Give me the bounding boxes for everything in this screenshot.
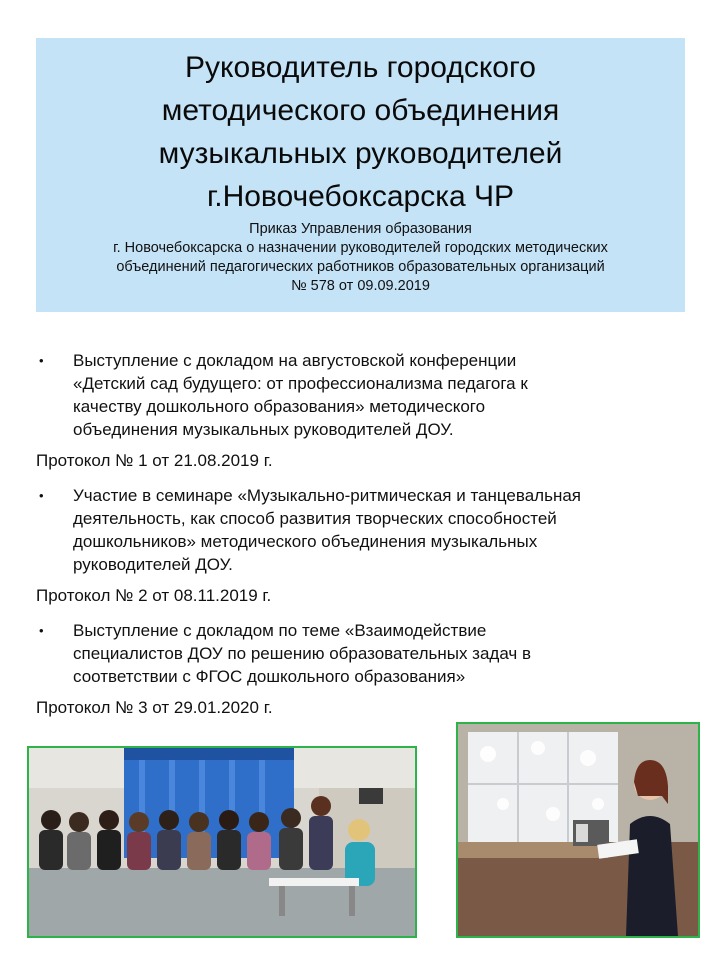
list-item bbox=[36, 484, 696, 576]
item-text-line: Выступление с докладом на августовской конференции bbox=[73, 351, 517, 370]
subtitle-line: Приказ Управления образования bbox=[249, 221, 472, 237]
speaker-photo bbox=[456, 722, 700, 938]
speaker-photo-image bbox=[458, 724, 698, 936]
title-line: г.Новочебоксарска ЧР bbox=[206, 180, 515, 213]
bullet-icon: • bbox=[39, 353, 44, 368]
page-title bbox=[36, 46, 685, 218]
order-reference bbox=[48, 220, 673, 296]
list-item bbox=[36, 619, 696, 688]
item-text-line: соответствии с ФГОС дошкольного образования» bbox=[73, 667, 466, 686]
item-text-line: качеству дошкольного образования» методического bbox=[73, 397, 486, 416]
title-line: Руководитель городского bbox=[185, 51, 536, 84]
bullet-icon: • bbox=[39, 488, 44, 503]
item-text-line: деятельность, как способ развития творческих способностей bbox=[73, 509, 557, 528]
bullet-icon: • bbox=[39, 623, 44, 638]
list-item bbox=[36, 349, 696, 441]
title-line: музыкальных руководителей bbox=[158, 137, 563, 170]
item-text-line: руководителей ДОУ. bbox=[73, 555, 233, 574]
subtitle-line: г. Новочебоксарска о назначении руководителей городских методических bbox=[113, 240, 608, 256]
subtitle-line: объединений педагогических работников образовательных организаций bbox=[116, 259, 605, 275]
item-text-line: объединения музыкальных руководителей ДОУ. bbox=[73, 420, 454, 439]
protocol-line: Протокол № 1 от 21.08.2019 г. bbox=[36, 451, 273, 470]
activities-list bbox=[36, 349, 696, 731]
protocol-line: Протокол № 2 от 08.11.2019 г. bbox=[36, 586, 272, 605]
protocol-line: Протокол № 3 от 29.01.2020 г. bbox=[36, 698, 273, 717]
seminar-photo bbox=[27, 746, 417, 938]
item-text-line: Участие в семинаре «Музыкально-ритмическая и танцевальная bbox=[73, 486, 582, 505]
item-text-line: Выступление с докладом по теме «Взаимодействие bbox=[73, 621, 487, 640]
item-text-line: дошкольников» методического объединения музыкальных bbox=[73, 532, 538, 551]
subtitle-line: № 578 от 09.09.2019 bbox=[291, 278, 430, 294]
seminar-photo-image bbox=[29, 748, 415, 936]
item-text-line: специалистов ДОУ по решению образовательных задач в bbox=[73, 644, 532, 663]
header-box bbox=[36, 38, 685, 312]
item-text-line: «Детский сад будущего: от профессионализма педагога к bbox=[73, 374, 528, 393]
title-line: методического объединения bbox=[161, 94, 560, 127]
